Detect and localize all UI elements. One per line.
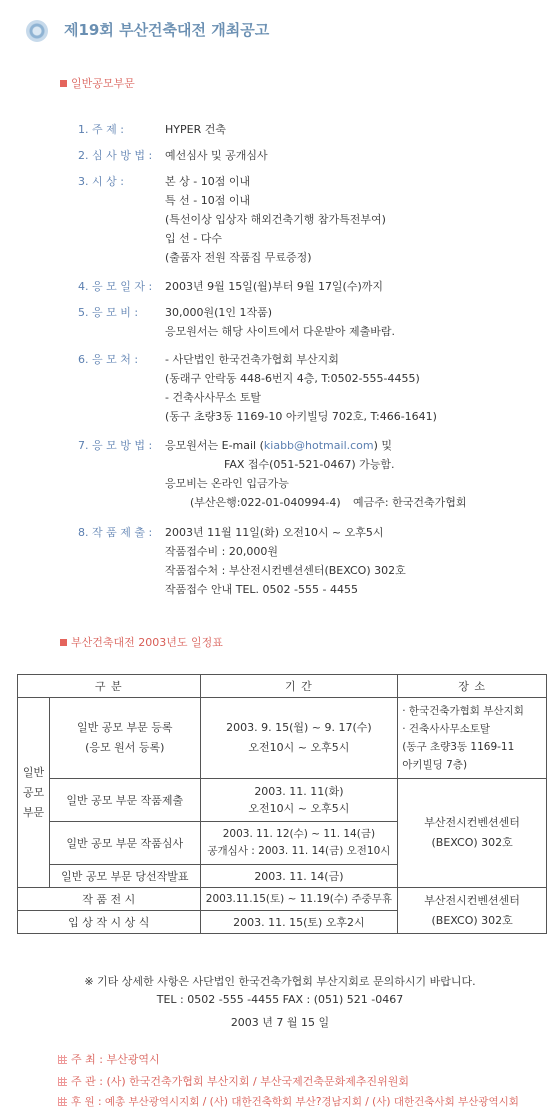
item-location-line: - 건축사사무소 토탈 <box>165 391 261 404</box>
table-cell: 일반 공모 부문 등록 (응모 원서 등록) <box>49 698 200 779</box>
table-cell: 일반 공모 부문 작품제출 <box>49 779 200 822</box>
grid-bullet-icon <box>58 1097 67 1106</box>
item-awards-line: 특 선 - 10점 이내 <box>165 194 251 207</box>
table-cell: 2003. 11. 12(수) ~ 11. 14(금) 공개심사 : 2003. 11. 14(금) 오전10시 <box>200 822 398 865</box>
footer-contact: TEL : 0502 -555 -4455 FAX : (051) 521 -0467 <box>156 993 404 1006</box>
organizer-sponsor: 후 원 : 예총 부산광역시지회 / (사) 대한건축학회 부산?경남지회 / (사) 대한건축사회 부산광역시회 <box>58 1094 519 1109</box>
item-fee-line: 30,000원(1인 1작품) <box>165 306 273 319</box>
group-label-cell: 일반 공모 부문 <box>18 698 50 888</box>
footer-date: 2003 년 7 월 15 일 <box>230 1016 330 1029</box>
item-method-line: 응모비는 온라인 입금가능 <box>165 477 289 490</box>
table-cell: 일반 공모 부문 작품심사 <box>49 822 200 865</box>
table-row <box>18 779 547 822</box>
table-header-cell: 기 간 <box>200 675 398 698</box>
square-bullet-icon <box>60 639 67 646</box>
grid-bullet-icon <box>58 1055 67 1064</box>
item-submission-line: 2003년 11월 11일(화) 오전10시 ~ 오후5시 <box>165 526 384 539</box>
table-cell: 입 상 작 시 상 식 <box>18 911 201 934</box>
item-awards-line: 입 선 - 다수 <box>165 232 222 245</box>
item-theme-value: HYPER 건축 <box>165 123 226 136</box>
item-location-line: - 사단법인 한국건축가협회 부산지회 <box>165 353 339 366</box>
item-location-line: (동구 초량3동 1169-10 아키빌딩 702호, T:466-1641) <box>165 410 437 423</box>
footer-note: ※ 기타 상세한 사항은 사단법인 한국건축가협회 부산지회로 문의하시기 바랍니다. <box>84 975 476 988</box>
table-cell: 일반 공모 부문 당선작발표 <box>49 865 200 888</box>
table-header-cell: 구 분 <box>18 675 201 698</box>
email-link[interactable]: kiabb@hotmail.com <box>263 439 374 452</box>
item-submission-line: 작품접수 안내 TEL. 0502 -555 - 4455 <box>165 583 358 596</box>
table-row <box>18 698 547 779</box>
table-cell: 부산전시컨벤션센터 (BEXCO) 302호 <box>398 779 547 888</box>
item-awards-line: 본 상 - 10점 이내 <box>165 175 251 188</box>
organizer-host: 주 최 : 부산광역시 <box>58 1051 160 1067</box>
circle-bullet-icon <box>26 20 48 42</box>
table-cell: 2003. 11. 15(토) 오후2시 <box>200 911 398 934</box>
table-cell: 부산전시컨벤션센터 (BEXCO) 302호 <box>398 888 547 934</box>
item-awards-line: (출품자 전원 작품집 무료증정) <box>165 251 312 264</box>
item-method-holder: 예금주: 한국건축가협회 <box>353 496 467 509</box>
section-heading-schedule: 부산건축대전 2003년도 일정표 <box>60 634 223 650</box>
table-cell: 2003. 11. 14(금) <box>200 865 398 888</box>
item-fee-line: 응모원서는 해당 사이트에서 다운받아 제출바람. <box>165 325 396 338</box>
item-submission-line: 작품접수비 : 20,000원 <box>165 545 278 558</box>
square-bullet-icon <box>60 80 67 87</box>
item-location-line: (동래구 안락동 448-6번지 4층, T:0502-555-4455) <box>165 372 420 385</box>
item-submission-line: 작품접수처 : 부산전시컨벤션센터(BEXCO) 302호 <box>165 564 406 577</box>
table-cell: 2003. 11. 11(화) 오전10시 ~ 오후5시 <box>200 779 398 822</box>
grid-bullet-icon <box>58 1077 67 1086</box>
item-method-line: FAX 접수(051-521-0467) 가능함. <box>224 458 395 471</box>
page-title: 제19회 부산건축대전 개최공고 <box>64 21 270 39</box>
item-method-bank: (부산은행:022-01-040994-4) <box>190 496 341 509</box>
item-dates-value: 2003년 9월 15일(월)부터 9월 17일(수)까지 <box>165 280 384 293</box>
schedule-table <box>17 674 547 934</box>
table-cell: 작 품 전 시 <box>18 888 201 911</box>
item-awards-line: (특선이상 입상자 해외건축기행 참가특전부여) <box>165 213 386 226</box>
section-heading-general: 일반공모부문 <box>60 75 135 91</box>
table-cell: 2003.11.15(토) ~ 11.19(수) 주중무휴 <box>200 888 398 911</box>
table-row <box>18 888 547 911</box>
item-judging-value: 예선심사 및 공개심사 <box>165 149 268 162</box>
organizer-manager: 주 관 : (사) 한국건축가협회 부산지회 / 부산국제건축문화제추진위원회 <box>58 1073 409 1089</box>
table-header-cell: 장 소 <box>398 675 547 698</box>
item-method-line: 응모원서는 E-mail (kiabb@hotmail.com) 및 <box>165 439 393 452</box>
table-cell: · 한국건축가협회 부산지회 · 건축사사무소토탈 (동구 초량3동 1169-11 아키빌딩 7층) <box>398 698 547 779</box>
table-cell: 2003. 9. 15(월) ~ 9. 17(수) 오전10시 ~ 오후5시 <box>200 698 398 779</box>
table-header-row <box>18 675 547 698</box>
